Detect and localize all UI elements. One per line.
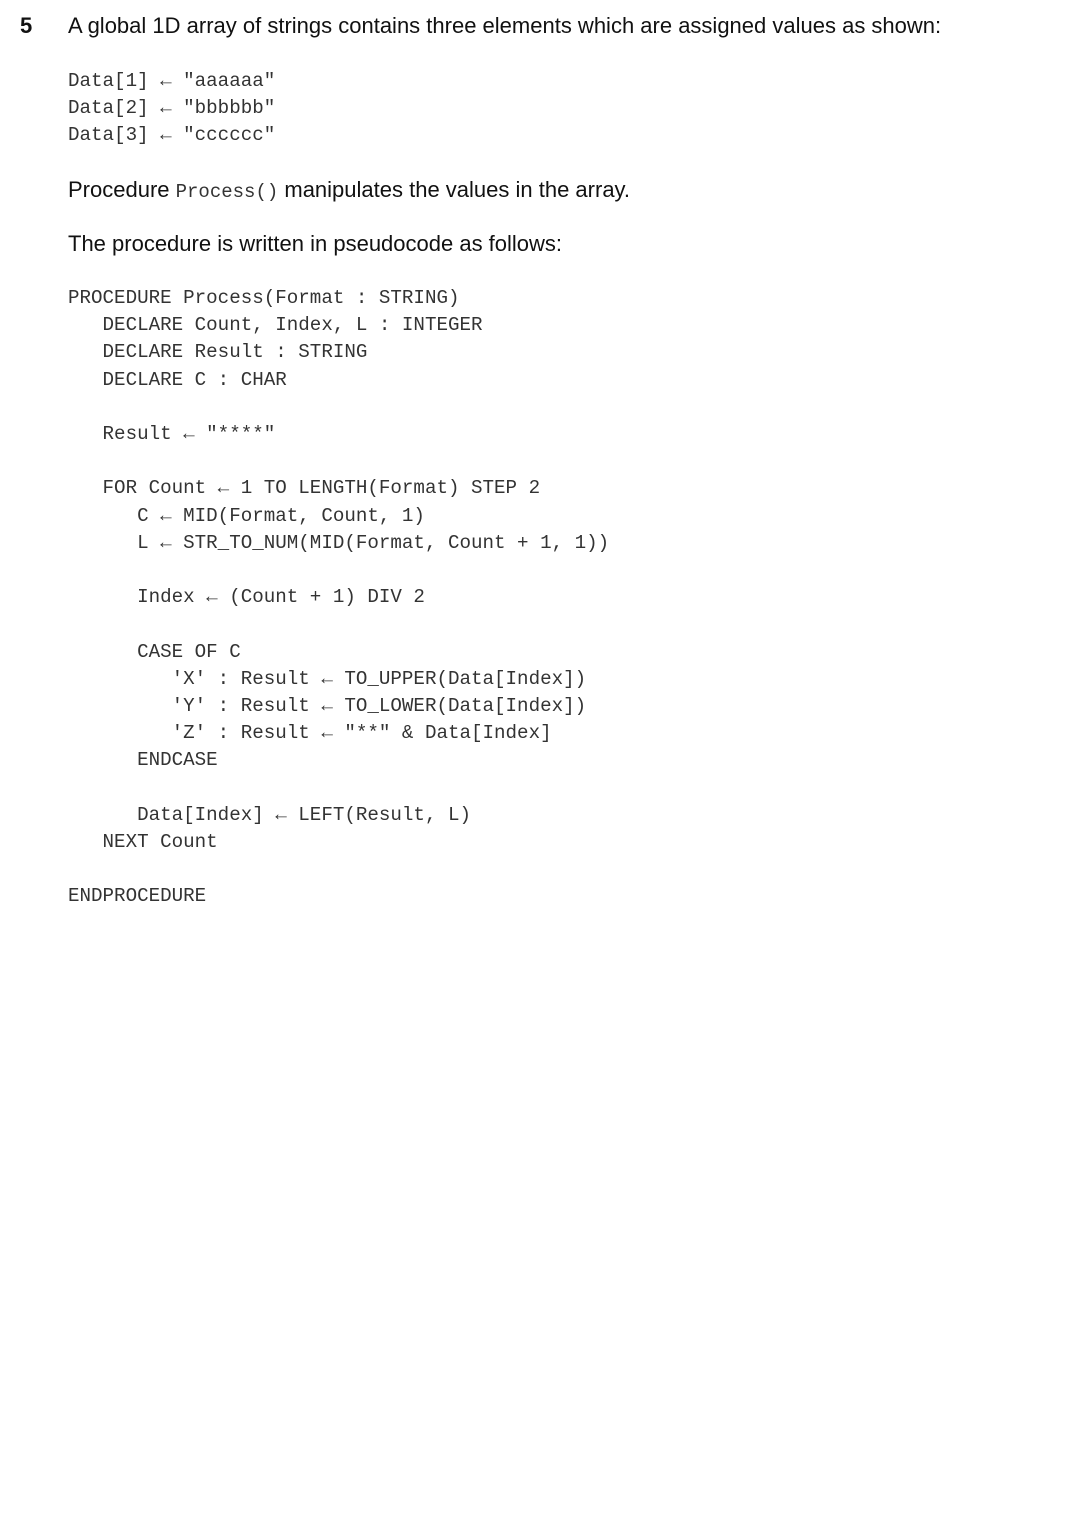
array-assignments: Data[1] ← "aaaaaa" Data[2] ← "bbbbbb" Data[3] ← "cccccc" [68, 70, 276, 147]
procedure-description [68, 176, 630, 206]
pseudocode-block: PROCEDURE Process(Format : STRING) DECLARE Count, Index, L : INTEGER DECLARE Result : STRING DECLARE C : CHAR Result ← "****" FOR Count ← 1 TO LENGTH(Format) STEP 2 C ← MID(Format, Count, 1) L ← STR_TO_NUM(MID(Format, Count + 1, 1)) Index ← (Count + 1) DIV 2 CASE OF C 'X' : Result ← TO_UPPER(Data[Index]) 'Y' : Result ← TO_LOWER(Data[Index]) 'Z' : Result ← "**" & Data[Index] ENDCASE Data[Index] ← LEFT(Result, L) NEXT Count ENDPROCEDURE [68, 287, 610, 908]
pseudocode-intro: The procedure is written in pseudocode as follows: [68, 231, 563, 256]
procedure-text-before: Procedure [68, 177, 176, 202]
procedure-name: Process() [175, 181, 279, 203]
question-intro: A global 1D array of strings contains three elements which are assigned values as shown: [68, 13, 942, 38]
procedure-text-after: manipulates the values in the array. [278, 177, 631, 202]
question-number: 5 [20, 13, 33, 38]
